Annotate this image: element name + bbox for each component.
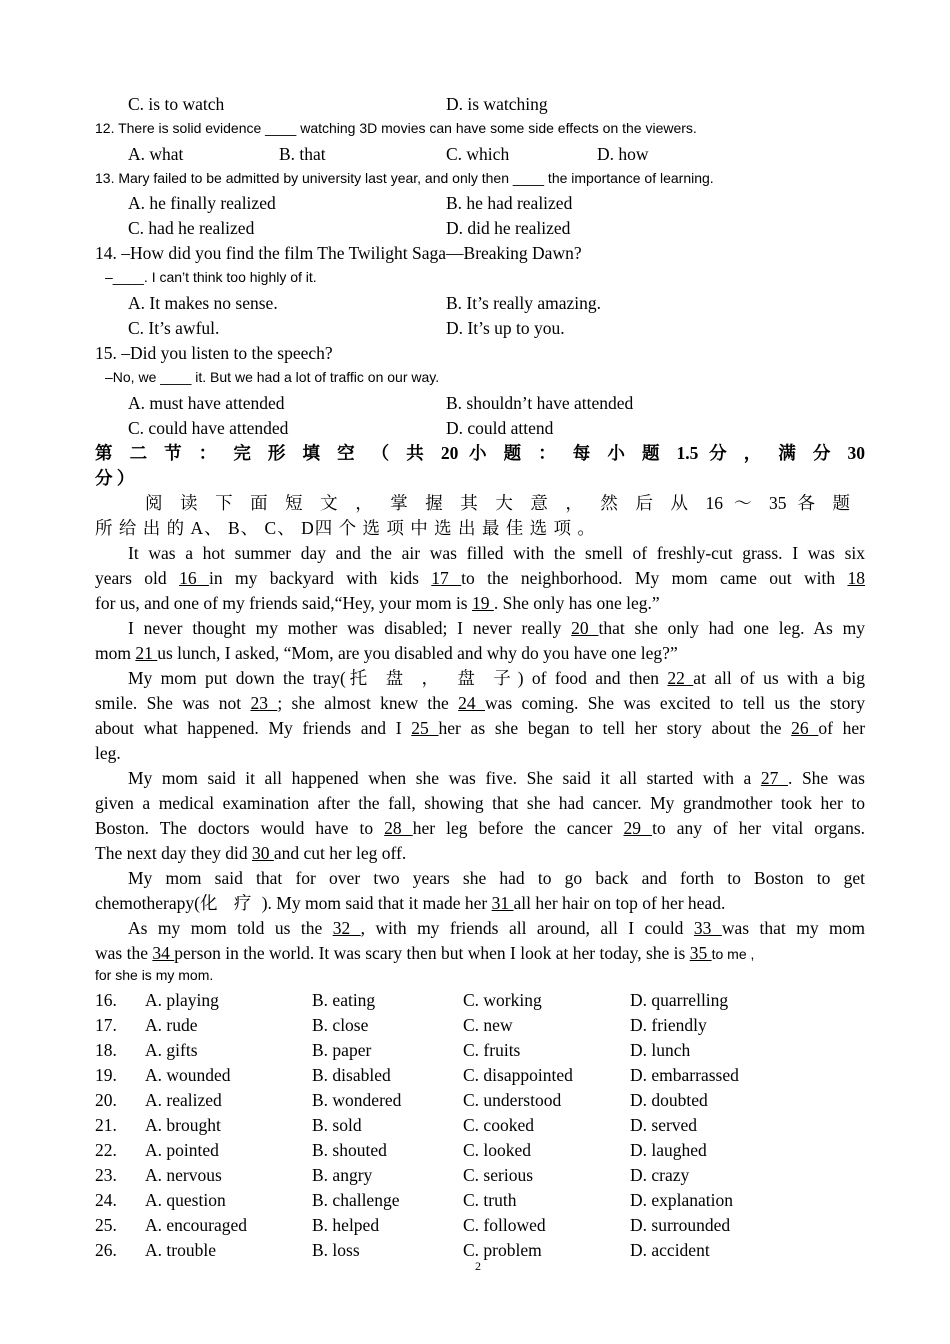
blank-17: 17 bbox=[431, 568, 462, 588]
passage-line: It was a hot summer day and the air was filled with the smell of freshly-cut grass. I was six bbox=[128, 543, 865, 563]
option-number: 26. bbox=[95, 1240, 117, 1260]
passage-line: My mom put down the tray(托 盘 ， 盘 子) of food and then 22 at all of us with a big bbox=[128, 668, 865, 688]
blank-27: 27 bbox=[760, 768, 788, 788]
q15-option-a: A. must have attended bbox=[128, 393, 285, 413]
q14-option-d: D. It’s up to you. bbox=[446, 318, 565, 338]
q14-option-a: A. It makes no sense. bbox=[128, 293, 278, 313]
q15-stem: 15. –Did you listen to the speech? bbox=[95, 343, 333, 363]
passage-line: was the 34 person in the world. It was scary then but when I look at her today, she is 35 to me , bbox=[95, 943, 755, 963]
option-b: B. wondered bbox=[312, 1090, 402, 1110]
option-c: C. followed bbox=[463, 1215, 546, 1235]
option-c: C. truth bbox=[463, 1190, 517, 1210]
option-a: A. realized bbox=[145, 1090, 222, 1110]
option-d: D. doubted bbox=[630, 1090, 708, 1110]
option-d: D. friendly bbox=[630, 1015, 707, 1035]
passage-line: years old 16 in my backyard with kids 17 to the neighborhood. My mom came out with 18 bbox=[95, 568, 866, 588]
q15-reply: –No, we ____ it. But we had a lot of traffic on our way. bbox=[105, 369, 440, 385]
option-a: A. playing bbox=[145, 990, 219, 1010]
option-d: D. quarrelling bbox=[630, 990, 729, 1010]
passage-line: mom 21 us lunch, I asked, “Mom, are you disabled and why do you have one leg?” bbox=[95, 643, 678, 663]
option-a: A. trouble bbox=[145, 1240, 216, 1260]
passage-line: given a medical examination after the fall, showing that she had cancer. My grandmother took her to bbox=[95, 793, 865, 813]
option-b: B. eating bbox=[312, 990, 376, 1010]
option-number: 24. bbox=[95, 1190, 117, 1210]
option-b: B. close bbox=[312, 1015, 369, 1035]
option-a: A. brought bbox=[145, 1115, 221, 1135]
option-c: C. problem bbox=[463, 1240, 542, 1260]
option-c: C. serious bbox=[463, 1165, 533, 1185]
blank-20: 20 bbox=[571, 618, 599, 638]
passage-line: about what happened. My friends and I 25 her as she began to tell her story about the 26 of her bbox=[95, 718, 866, 738]
option-number: 25. bbox=[95, 1215, 117, 1235]
option-c: C. disappointed bbox=[463, 1065, 573, 1085]
option-c: C. working bbox=[463, 990, 542, 1010]
option-d: D. laughed bbox=[630, 1140, 707, 1160]
blank-33: 33 bbox=[693, 918, 722, 938]
option-a: A. wounded bbox=[145, 1065, 231, 1085]
option-b: B. shouted bbox=[312, 1140, 387, 1160]
blank-22: 22 bbox=[667, 668, 694, 688]
option-b: B. challenge bbox=[312, 1190, 400, 1210]
option-number: 16. bbox=[95, 990, 117, 1010]
option-a: A. pointed bbox=[145, 1140, 219, 1160]
q14-stem: 14. –How did you find the film The Twilight Saga—Breaking Dawn? bbox=[95, 243, 582, 263]
option-a: A. nervous bbox=[145, 1165, 222, 1185]
section-instructions-cont: 所 给 出 的 A、 B、 C、 D四 个 选 项 中 选 出 最 佳 选 项 。 bbox=[95, 518, 596, 538]
q14-reply: –____. I can’t think too highly of it. bbox=[105, 269, 317, 285]
passage-line: leg. bbox=[95, 743, 121, 763]
option-a: A. encouraged bbox=[145, 1215, 248, 1235]
section-instructions: 阅 读 下 面 短 文 ， 掌 握 其 大 意 ， 然 后 从 16 ～ 35 各 题 bbox=[145, 493, 850, 513]
q15-option-b: B. shouldn’t have attended bbox=[446, 393, 634, 413]
option-number: 20. bbox=[95, 1090, 117, 1110]
option-c: C. fruits bbox=[463, 1040, 521, 1060]
blank-19: 19 bbox=[472, 593, 494, 613]
option-a: A. rude bbox=[145, 1015, 198, 1035]
q12-option-a: A. what bbox=[128, 144, 184, 164]
passage-line: for she is my mom. bbox=[95, 967, 214, 983]
passage-line: Boston. The doctors would have to 28 her leg before the cancer 29 to any of her vital organs. bbox=[95, 818, 866, 838]
option-b: B. paper bbox=[312, 1040, 372, 1060]
chemo-chinese-gloss: 化 疗 bbox=[199, 893, 258, 913]
q13-option-b: B. he had realized bbox=[446, 193, 573, 213]
blank-24: 24 bbox=[458, 693, 485, 713]
option-number: 22. bbox=[95, 1140, 117, 1160]
option-b: B. loss bbox=[312, 1240, 360, 1260]
option-b: B. disabled bbox=[312, 1065, 391, 1085]
blank-31: 31 bbox=[491, 893, 514, 913]
option-c: C. looked bbox=[463, 1140, 532, 1160]
blank-26: 26 bbox=[791, 718, 819, 738]
blank-30: 30 bbox=[251, 843, 274, 863]
option-number: 23. bbox=[95, 1165, 117, 1185]
option-d: D. explanation bbox=[630, 1190, 734, 1210]
blank-18: 18 bbox=[847, 568, 866, 588]
passage-line: As my mom told us the 32 , with my friends all around, all I could 33 was that my mom bbox=[128, 918, 866, 938]
q15-option-d: D. could attend bbox=[446, 418, 554, 438]
q13-option-d: D. did he realized bbox=[446, 218, 571, 238]
option-c: C. cooked bbox=[463, 1115, 534, 1135]
q14-option-b: B. It’s really amazing. bbox=[446, 293, 602, 313]
option-d: D. crazy bbox=[630, 1165, 690, 1185]
q12-option-d: D. how bbox=[597, 144, 649, 164]
option-d: D. lunch bbox=[630, 1040, 691, 1060]
blank-25: 25 bbox=[411, 718, 439, 738]
option-b: B. helped bbox=[312, 1215, 380, 1235]
q14-option-c: C. It’s awful. bbox=[128, 318, 220, 338]
option-c: C. new bbox=[463, 1015, 513, 1035]
q11-option-d: D. is watching bbox=[446, 94, 548, 114]
q15-option-c: C. could have attended bbox=[128, 418, 289, 438]
option-d: D. served bbox=[630, 1115, 698, 1135]
passage-line: The next day they did 30 and cut her leg off. bbox=[95, 843, 407, 863]
option-c: C. understood bbox=[463, 1090, 562, 1110]
q13-stem: 13. Mary failed to be admitted by university last year, and only then ____ the importance of learning. bbox=[95, 170, 714, 186]
page-number: 2 bbox=[475, 1259, 481, 1273]
option-d: D. surrounded bbox=[630, 1215, 731, 1235]
q12-option-c: C. which bbox=[446, 144, 510, 164]
blank-28: 28 bbox=[384, 818, 413, 838]
q12-option-b: B. that bbox=[279, 144, 326, 164]
blank-32: 32 bbox=[332, 918, 361, 938]
option-d: D. embarrassed bbox=[630, 1065, 739, 1085]
blank-35: 35 bbox=[689, 943, 712, 963]
blank-23: 23 bbox=[250, 693, 278, 713]
section-title: 第 二 节 ： 完 形 填 空 （ 共 20 小 题 ： 每 小 题 1.5 分 ， 满 分 30 bbox=[95, 443, 865, 463]
tray-chinese-gloss: 托 盘 ， 盘 子 bbox=[345, 668, 518, 688]
passage-line: My mom said that for over two years she had to go back and forth to Boston to get bbox=[128, 868, 865, 888]
option-a: A. question bbox=[145, 1190, 226, 1210]
blank-21: 21 bbox=[135, 643, 158, 663]
q12-stem: 12. There is solid evidence ____ watching 3D movies can have some side effects on the viewers. bbox=[95, 120, 697, 136]
option-d: D. accident bbox=[630, 1240, 710, 1260]
q13-option-a: A. he finally realized bbox=[128, 193, 276, 213]
blank-29: 29 bbox=[623, 818, 653, 838]
section-title-cont: 分 ） bbox=[95, 468, 135, 488]
option-b: B. angry bbox=[312, 1165, 373, 1185]
option-a: A. gifts bbox=[145, 1040, 198, 1060]
passage-line: I never thought my mother was disabled; I never really 20 that she only had one leg. As my bbox=[128, 618, 865, 638]
passage-line: smile. She was not 23 ; she almost knew the 24 was coming. She was excited to tell us the story bbox=[95, 693, 866, 713]
blank-16: 16 bbox=[179, 568, 209, 588]
q13-option-c: C. had he realized bbox=[128, 218, 255, 238]
passage-line: chemotherapy(化 疗 ). My mom said that it made her 31 all her hair on top of her head. bbox=[95, 893, 726, 913]
q11-option-c: C. is to watch bbox=[128, 94, 225, 114]
option-number: 21. bbox=[95, 1115, 117, 1135]
passage-line: for us, and one of my friends said,“Hey, your mom is 19 . She only has one leg.” bbox=[95, 593, 660, 613]
passage-line: My mom said it all happened when she was five. She said it all started with a 27 . She was bbox=[128, 768, 865, 788]
blank-34: 34 bbox=[152, 943, 175, 963]
option-b: B. sold bbox=[312, 1115, 362, 1135]
option-number: 19. bbox=[95, 1065, 117, 1085]
option-number: 18. bbox=[95, 1040, 117, 1060]
option-number: 17. bbox=[95, 1015, 117, 1035]
